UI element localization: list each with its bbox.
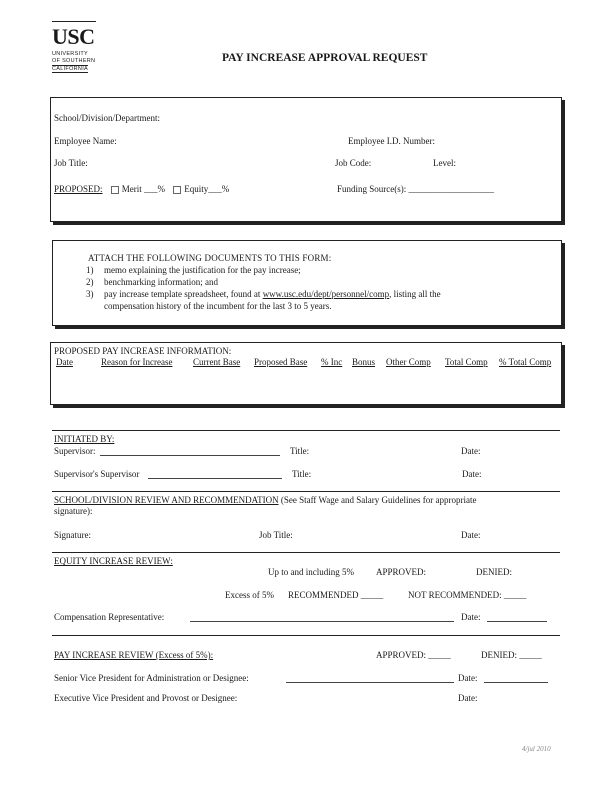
supervisors-supervisor-field[interactable] xyxy=(148,478,282,479)
col-current-base: Current Base xyxy=(193,357,241,367)
logo-line-2: OF SOUTHERN xyxy=(52,58,96,64)
supervisors-supervisor-title-label: Title: xyxy=(292,469,312,479)
initiated-heading: INITIATED BY: xyxy=(54,434,115,444)
col-percent-inc: % Inc xyxy=(321,357,343,367)
merit-checkbox[interactable] xyxy=(111,186,119,194)
school-review-rule xyxy=(52,491,560,492)
signature-label: Signature: xyxy=(54,530,91,540)
form-title: PAY INCREASE APPROVAL REQUEST xyxy=(222,52,428,64)
employee-id-label: Employee I.D. Number: xyxy=(348,136,435,146)
attach-item-3-num: 3) xyxy=(86,289,94,299)
logo-line-1: UNIVERSITY xyxy=(52,51,89,57)
svp-date-field[interactable] xyxy=(484,682,548,683)
attach-item-2: benchmarking information; and xyxy=(104,277,218,287)
equity-approved-label: APPROVED: xyxy=(376,567,427,577)
not-recommended-label: NOT RECOMMENDED: _____ xyxy=(408,590,527,600)
school-review-note-2: signature): xyxy=(54,506,93,516)
supervisor-field[interactable] xyxy=(100,455,280,456)
funding-label: Funding Source(s): ___________________ xyxy=(337,184,494,194)
col-total-comp: Total Comp xyxy=(445,357,488,367)
recommended-label: RECOMMENDED _____ xyxy=(288,590,384,600)
col-proposed-base: Proposed Base xyxy=(254,357,308,367)
attach-item-3-text-after: , listing all the xyxy=(389,289,441,299)
job-code-label: Job Code: xyxy=(335,158,372,168)
col-other-comp: Other Comp xyxy=(386,357,431,367)
comp-rep-label: Compensation Representative: xyxy=(54,612,165,622)
usc-logo: USC xyxy=(52,24,95,49)
equity-checkbox[interactable] xyxy=(173,186,181,194)
svp-label: Senior Vice President for Administration or Designee: xyxy=(54,673,249,683)
col-percent-total-comp: % Total Comp xyxy=(499,357,552,367)
attach-item-3-text: pay increase template spreadsheet, found at xyxy=(104,289,263,299)
merit-label: Merit ___% xyxy=(121,184,166,194)
employee-name-label: Employee Name: xyxy=(54,136,117,146)
revision-date: 4/jul 2010 xyxy=(522,745,551,753)
school-job-title-label: Job Title: xyxy=(259,530,293,540)
comp-rep-date-label: Date: xyxy=(461,612,481,622)
proposed-row xyxy=(54,184,229,194)
school-review-heading: SCHOOL/DIVISION REVIEW AND RECOMMENDATION xyxy=(54,495,279,505)
equity-review-heading: EQUITY INCREASE REVIEW: xyxy=(54,556,173,566)
equity-label: Equity___% xyxy=(184,184,230,194)
school-label: School/Division/Department: xyxy=(54,113,160,123)
col-reason: Reason for Increase xyxy=(101,357,173,367)
logo-rule xyxy=(52,21,96,22)
attach-item-1: memo explaining the justification for the pay increase; xyxy=(104,265,301,275)
proposed-label: PROPOSED: xyxy=(54,184,103,194)
attach-item-3-continuation: compensation history of the incumbent for the last 3 to 5 years. xyxy=(104,301,332,311)
supervisor-date-label: Date: xyxy=(461,446,481,456)
pay-review-rule xyxy=(52,635,560,636)
attach-heading: ATTACH THE FOLLOWING DOCUMENTS TO THIS FORM: xyxy=(88,253,332,263)
evp-label: Executive Vice President and Provost or Designee: xyxy=(54,693,238,703)
personnel-comp-link[interactable]: www.usc.edu/dept/personnel/comp xyxy=(262,289,390,299)
svp-field[interactable] xyxy=(286,682,454,683)
pay-review-heading: PAY INCREASE REVIEW (Excess of 5%): xyxy=(54,650,214,660)
logo-line-3: CALIFORNIA xyxy=(52,66,89,72)
col-bonus: Bonus xyxy=(352,357,376,367)
supervisor-label: Supervisor: xyxy=(54,446,96,456)
equity-denied-label: DENIED: xyxy=(476,567,512,577)
svp-date-label: Date: xyxy=(458,673,478,683)
comp-rep-field[interactable] xyxy=(190,621,454,622)
school-review-heading-row xyxy=(54,495,476,505)
pay-approved-label: APPROVED: _____ xyxy=(376,650,451,660)
job-title-label: Job Title: xyxy=(54,158,88,168)
excess-5-label: Excess of 5% xyxy=(225,590,274,600)
school-date-label: Date: xyxy=(461,530,481,540)
level-label: Level: xyxy=(433,158,456,168)
school-review-note: (See Staff Wage and Salary Guidelines for appropriate xyxy=(280,495,477,505)
attach-item-1-num: 1) xyxy=(86,265,94,275)
attach-item-3 xyxy=(104,289,441,299)
upto-5-label: Up to and including 5% xyxy=(268,567,354,577)
attach-item-2-num: 2) xyxy=(86,277,94,287)
initiated-rule xyxy=(52,430,560,431)
comp-rep-date-field[interactable] xyxy=(487,621,547,622)
evp-date-label: Date: xyxy=(458,693,478,703)
supervisors-supervisor-label: Supervisor's Supervisor xyxy=(54,469,140,479)
equity-review-rule xyxy=(52,552,560,553)
proposed-info-heading: PROPOSED PAY INCREASE INFORMATION: xyxy=(54,346,232,356)
supervisors-supervisor-date-label: Date: xyxy=(462,469,482,479)
pay-denied-label: DENIED: _____ xyxy=(481,650,542,660)
col-date: Date xyxy=(56,357,73,367)
supervisor-title-label: Title: xyxy=(290,446,310,456)
